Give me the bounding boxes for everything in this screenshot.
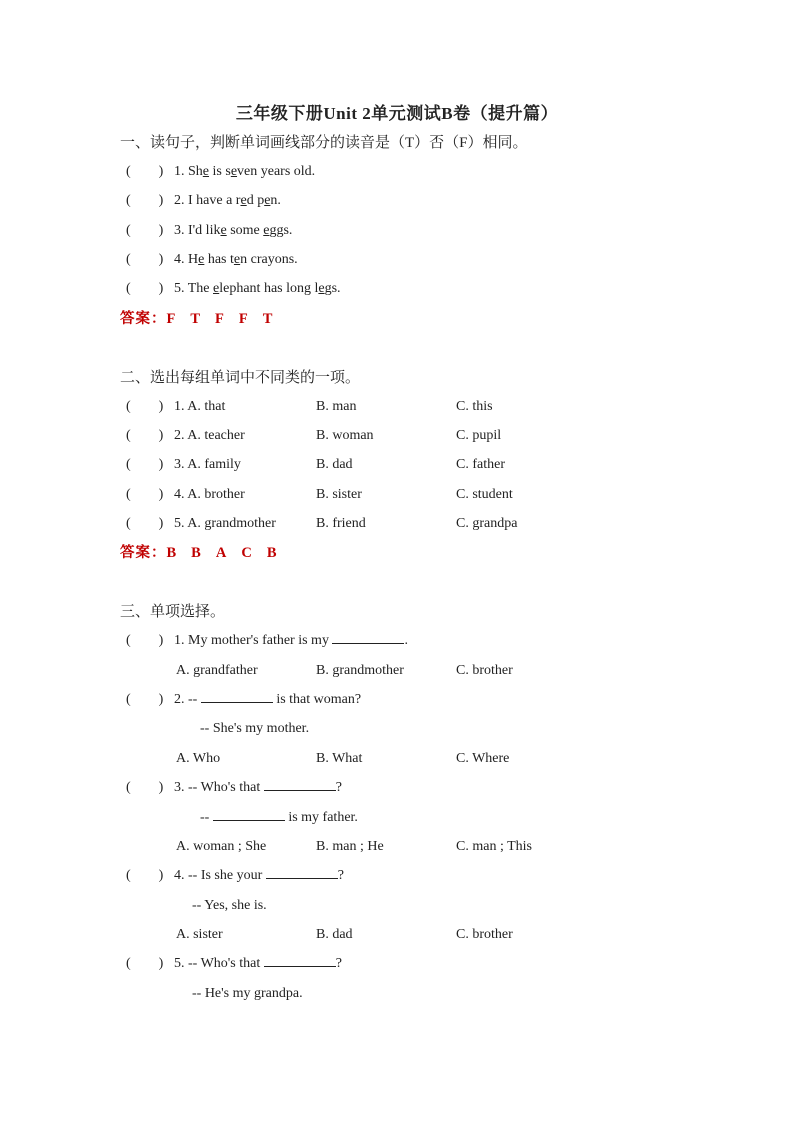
fill-blank[interactable] [264,778,336,791]
s3-q4-option-c[interactable]: C. brother [456,927,513,942]
s1-item-5: ( ) 5. The elephant has long legs. [126,279,341,299]
s3-q4-reply: -- Yes, she is. [192,898,267,913]
s3-q1-option-a[interactable]: A. grandfather [176,663,258,678]
fill-blank[interactable] [213,808,285,821]
answer-paren[interactable]: ( ) [126,633,164,648]
s3-q1-option-c[interactable]: C. brother [456,663,513,678]
page-title: 三年级下册Unit 2单元测试B卷（提升篇） [235,104,559,123]
fill-blank[interactable] [266,866,338,879]
fill-blank[interactable] [264,954,336,967]
s1-item-4: ( ) 4. He has ten crayons. [126,250,298,270]
section2-answer: 答案：B B A C B [120,545,278,561]
s3-question-3: ( ) 3. -- Who's that ? [126,778,342,798]
s3-q1-option-b[interactable]: B. grandmother [316,663,404,678]
s3-question-1: ( ) 1. My mother's father is my . [126,631,408,651]
s3-q4-option-b[interactable]: B. dad [316,927,353,942]
s3-question-5: ( ) 5. -- Who's that ? [126,954,342,974]
s1-item-3: ( ) 3. I'd like some eggs. [126,221,292,241]
answer-paren[interactable]: ( ) [126,457,164,472]
section3-heading: 三、单项选择。 [120,604,226,620]
s3-q5-reply: -- He's my grandpa. [192,986,303,1001]
s1-item-1: ( ) 1. She is seven years old. [126,162,315,182]
section2-heading: 二、选出每组单词中不同类的一项。 [120,370,361,386]
answer-paren[interactable]: ( ) [126,252,164,267]
s3-q3-option-c[interactable]: C. man ; This [456,839,532,854]
s3-q2-option-c[interactable]: C. Where [456,751,510,766]
answer-paren[interactable]: ( ) [126,956,164,971]
answer-paren[interactable]: ( ) [126,868,164,883]
answer-paren[interactable]: ( ) [126,281,164,296]
s3-q2-option-b[interactable]: B. What [316,751,363,766]
s3-q2-option-a[interactable]: A. Who [176,751,221,766]
s3-q2-reply: -- She's my mother. [200,721,310,736]
answer-paren[interactable]: ( ) [126,780,164,795]
answer-paren[interactable]: ( ) [126,692,164,707]
answer-paren[interactable]: ( ) [126,428,164,443]
answer-paren[interactable]: ( ) [126,164,164,179]
answer-paren[interactable]: ( ) [126,399,164,414]
s3-q4-option-a[interactable]: A. sister [176,927,223,942]
section1-answer: 答案：F T F F T [120,311,274,327]
fill-blank[interactable] [332,631,404,644]
s3-q3-option-b[interactable]: B. man ; He [316,839,384,854]
answer-paren[interactable]: ( ) [126,193,164,208]
answer-paren[interactable]: ( ) [126,516,164,531]
s3-q3-reply: -- is my father. [200,810,358,825]
fill-blank[interactable] [201,690,273,703]
s3-question-4: ( ) 4. -- Is she your ? [126,866,344,886]
s3-q3-option-a[interactable]: A. woman ; She [176,839,267,854]
s3-question-2: ( ) 2. -- is that woman? [126,690,361,710]
section1-heading: 一、读句子，判断单词画线部分的读音是（T）否（F）相同。 [120,135,528,151]
answer-paren[interactable]: ( ) [126,487,164,502]
answer-paren[interactable]: ( ) [126,223,164,238]
s1-item-2: ( ) 2. I have a red pen. [126,191,281,211]
